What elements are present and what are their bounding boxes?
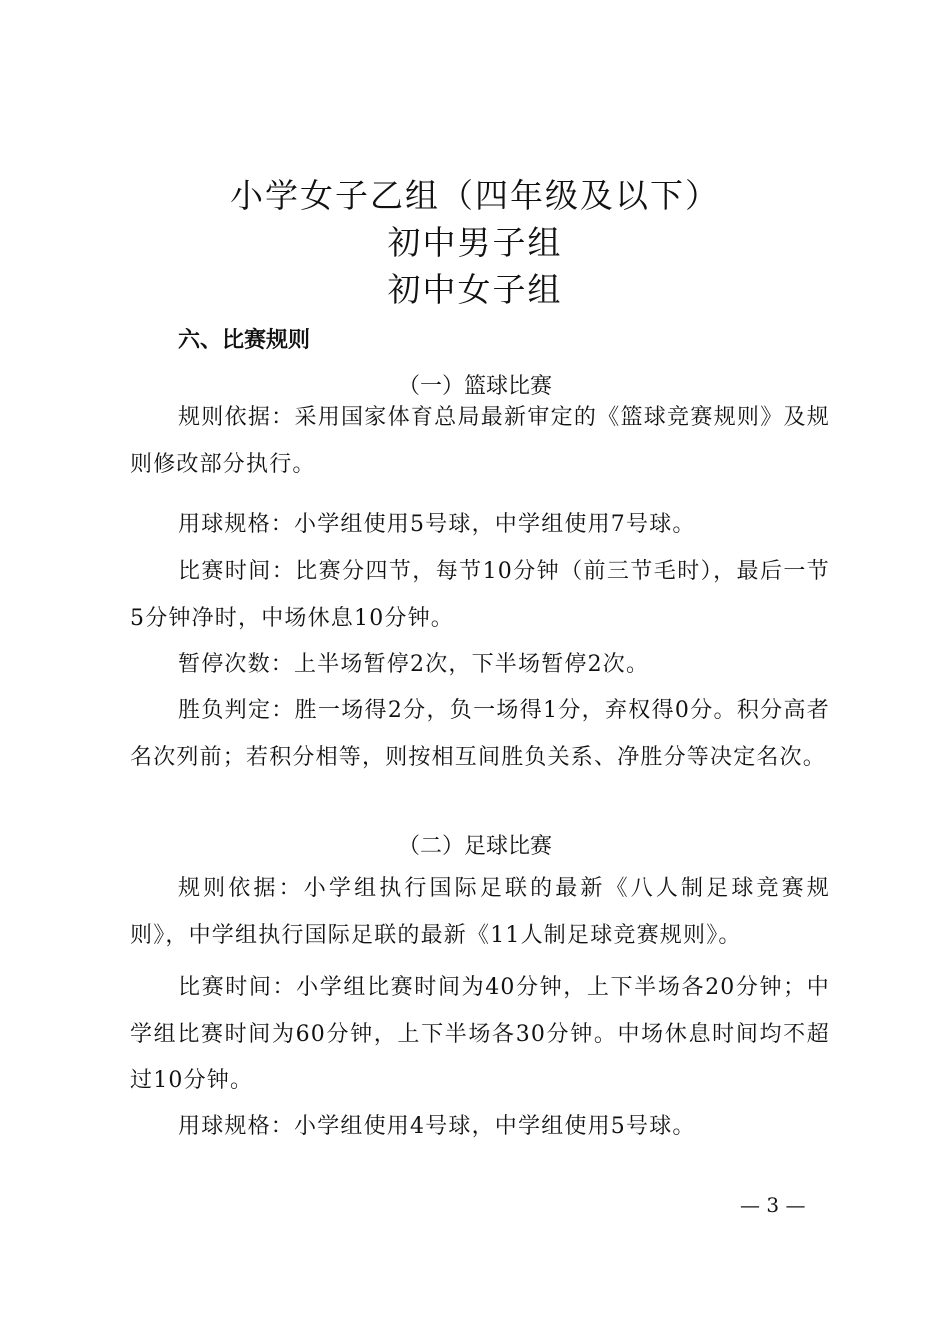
- title-line-2: 初中男子组: [387, 223, 563, 262]
- title-line-3: 初中女子组: [387, 270, 563, 309]
- title-line-1: 小学女子乙组（四年级及以下）: [230, 176, 720, 215]
- basketball-heading: （一）篮球比赛: [397, 374, 552, 399]
- football-match-time: 比赛时间：小学组比赛时间为40分钟，上下半场各20分钟；中学组比赛时间为60分钟，上下半场各30分钟。中场休息时间均不超过10分钟。: [130, 975, 830, 1093]
- section-heading: 六、比赛规则: [178, 328, 311, 353]
- basketball-ranking: 胜负判定：胜一场得2分，负一场得1分，弃权得0分。积分高者名次列前；若积分相等，则按相互间胜负关系、净胜分等决定名次。: [130, 698, 830, 770]
- basketball-match-time: 比赛时间：比赛分四节，每节10分钟（前三节毛时），最后一节5分钟净时，中场休息10分钟。: [130, 559, 830, 631]
- basketball-ball-spec: 用球规格：小学组使用5号球，中学组使用7号球。: [178, 512, 696, 537]
- basketball-rules-basis: 规则依据：采用国家体育总局最新审定的《篮球竞赛规则》及规则修改部分执行。: [130, 405, 830, 477]
- football-heading: （二）足球比赛: [397, 834, 552, 859]
- basketball-timeouts: 暂停次数：上半场暂停2次，下半场暂停2次。: [178, 652, 650, 677]
- football-rules-basis: 规则依据：小学组执行国际足联的最新《八人制足球竞赛规则》，中学组执行国际足联的最新《11人制足球竞赛规则》。: [130, 876, 830, 948]
- page-number: — 3 —: [740, 1193, 806, 1217]
- football-ball-spec: 用球规格：小学组使用4号球，中学组使用5号球。: [178, 1114, 696, 1139]
